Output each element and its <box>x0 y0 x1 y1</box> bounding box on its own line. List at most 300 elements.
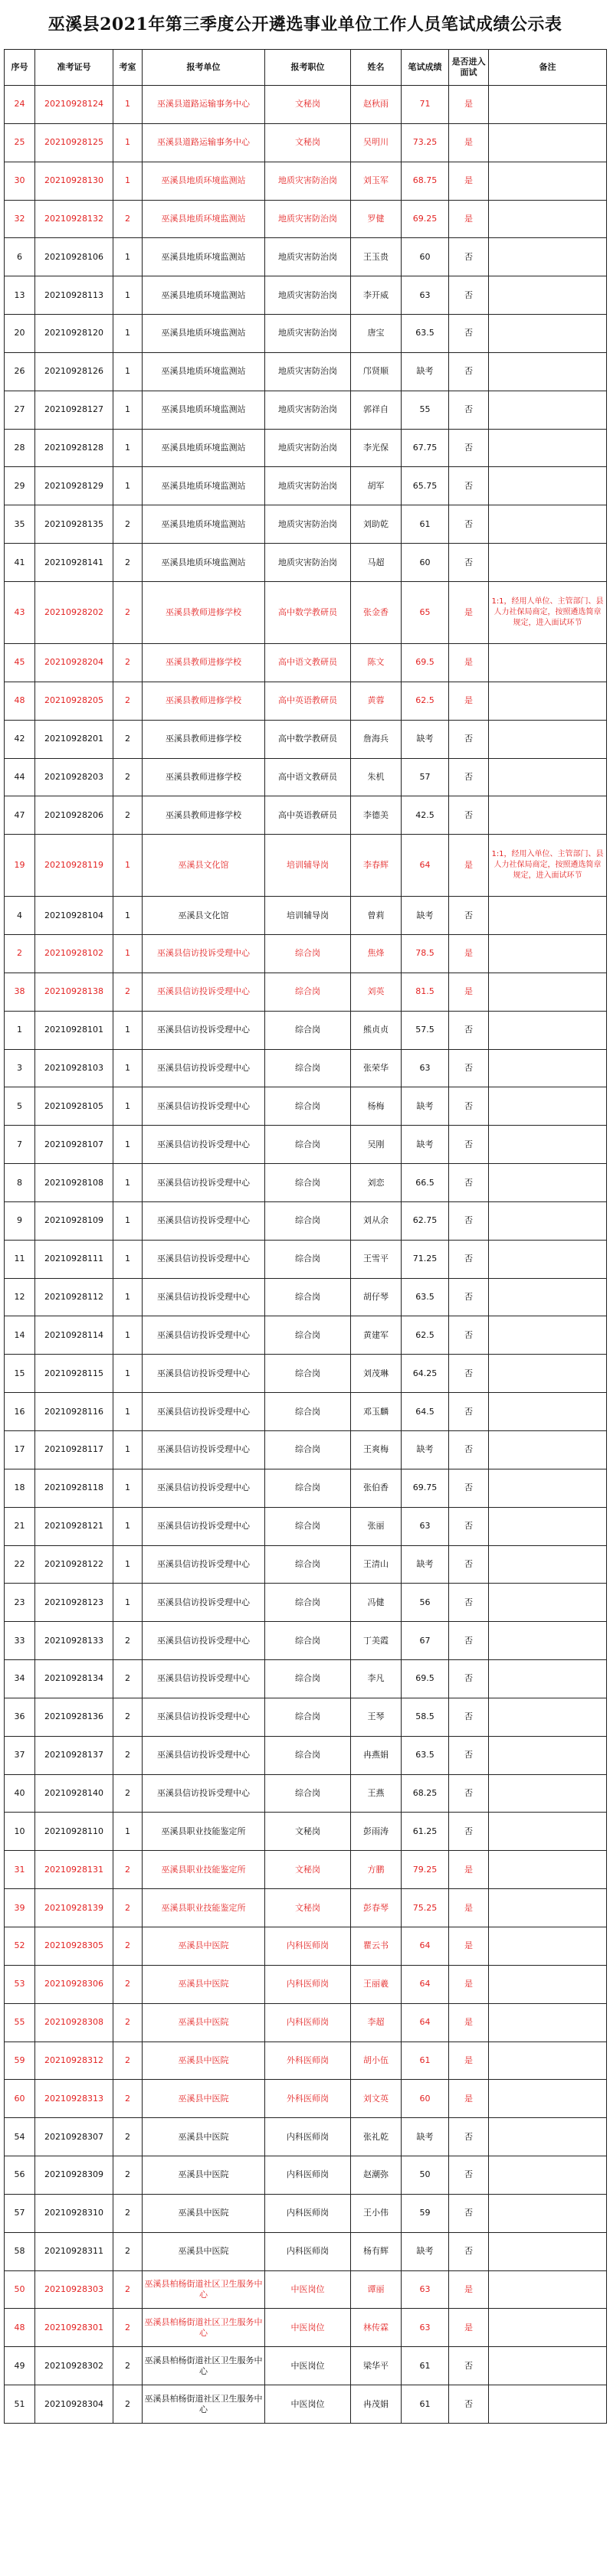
cell-room: 1 <box>113 897 143 935</box>
cell-score: 64 <box>402 835 449 897</box>
cell-seq: 53 <box>5 1965 35 2003</box>
cell-ticket-number: 20210928103 <box>35 1049 113 1087</box>
cell-post: 地质灾害防治岗 <box>265 352 351 391</box>
cell-unit: 巫溪县信访投诉受理中心 <box>143 1393 265 1431</box>
cell-unit: 巫溪县信访投诉受理中心 <box>143 1201 265 1240</box>
cell-note <box>489 935 607 973</box>
table-row <box>5 2003 607 2042</box>
cell-room: 2 <box>113 1851 143 1889</box>
cell-room: 1 <box>113 1240 143 1278</box>
cell-name: 王琴 <box>351 1698 402 1736</box>
cell-note <box>489 1889 607 1927</box>
cell-score: 缺考 <box>402 1126 449 1164</box>
cell-ticket-number: 20210928136 <box>35 1698 113 1736</box>
cell-post: 地质灾害防治岗 <box>265 200 351 238</box>
cell-seq: 41 <box>5 544 35 582</box>
cell-room: 1 <box>113 1087 143 1126</box>
table-row <box>5 1545 607 1584</box>
cell-ticket-number: 20210928127 <box>35 391 113 429</box>
cell-room: 1 <box>113 1584 143 1622</box>
cell-room: 2 <box>113 2194 143 2232</box>
cell-seq: 33 <box>5 1622 35 1660</box>
cell-unit: 巫溪县信访投诉受理中心 <box>143 1584 265 1622</box>
cell-seq: 49 <box>5 2347 35 2385</box>
cell-room: 1 <box>113 1011 143 1049</box>
cell-seq: 35 <box>5 505 35 544</box>
table-row <box>5 2385 607 2424</box>
cell-interview: 是 <box>449 2080 489 2118</box>
cell-name: 刘恋 <box>351 1164 402 1202</box>
cell-seq: 15 <box>5 1355 35 1393</box>
cell-seq: 42 <box>5 720 35 758</box>
table-row <box>5 2309 607 2347</box>
cell-ticket-number: 20210928205 <box>35 682 113 720</box>
cell-note <box>489 505 607 544</box>
cell-score: 69.5 <box>402 643 449 682</box>
cell-name: 李凡 <box>351 1660 402 1698</box>
cell-score: 63 <box>402 1049 449 1087</box>
cell-ticket-number: 20210928203 <box>35 758 113 796</box>
cell-interview: 否 <box>449 1469 489 1507</box>
cell-score: 62.5 <box>402 682 449 720</box>
cell-ticket-number: 20210928111 <box>35 1240 113 1278</box>
cell-score: 缺考 <box>402 2118 449 2156</box>
cell-post: 内科医师岗 <box>265 2156 351 2195</box>
cell-ticket-number: 20210928113 <box>35 276 113 315</box>
table-row <box>5 1049 607 1087</box>
cell-interview: 否 <box>449 391 489 429</box>
cell-unit: 巫溪县地质环境监测站 <box>143 429 265 467</box>
cell-interview: 是 <box>449 123 489 162</box>
cell-score: 63 <box>402 276 449 315</box>
cell-ticket-number: 20210928134 <box>35 1660 113 1698</box>
cell-note <box>489 352 607 391</box>
cell-room: 1 <box>113 315 143 353</box>
cell-score: 60 <box>402 2080 449 2118</box>
cell-score: 缺考 <box>402 720 449 758</box>
cell-ticket-number: 20210928122 <box>35 1545 113 1584</box>
cell-room: 1 <box>113 1049 143 1087</box>
cell-room: 2 <box>113 1774 143 1813</box>
cell-name: 李德美 <box>351 796 402 835</box>
cell-name: 曾莉 <box>351 897 402 935</box>
cell-unit: 巫溪县中医院 <box>143 2003 265 2042</box>
cell-interview: 否 <box>449 1087 489 1126</box>
cell-score: 71.25 <box>402 1240 449 1278</box>
table-body <box>5 86 607 2424</box>
column-header-unit: 报考单位 <box>143 50 265 86</box>
cell-room: 1 <box>113 1316 143 1355</box>
cell-post: 中医岗位 <box>265 2347 351 2385</box>
cell-name: 瞿云书 <box>351 1927 402 1965</box>
cell-interview: 否 <box>449 1355 489 1393</box>
cell-score: 64.25 <box>402 1355 449 1393</box>
cell-seq: 48 <box>5 2309 35 2347</box>
cell-note <box>489 2347 607 2385</box>
cell-score: 60 <box>402 544 449 582</box>
cell-room: 1 <box>113 1813 143 1851</box>
cell-note <box>489 2080 607 2118</box>
cell-interview: 是 <box>449 2309 489 2347</box>
cell-interview: 否 <box>449 720 489 758</box>
column-header-interview: 是否进入面试 <box>449 50 489 86</box>
cell-seq: 59 <box>5 2042 35 2080</box>
cell-seq: 2 <box>5 935 35 973</box>
table-row <box>5 467 607 505</box>
cell-note <box>489 1049 607 1087</box>
cell-post: 文秘岗 <box>265 1889 351 1927</box>
cell-unit: 巫溪县信访投诉受理中心 <box>143 1316 265 1355</box>
cell-unit: 巫溪县信访投诉受理中心 <box>143 1545 265 1584</box>
cell-unit: 巫溪县教师进修学校 <box>143 682 265 720</box>
cell-post: 综合岗 <box>265 1126 351 1164</box>
cell-post: 综合岗 <box>265 1355 351 1393</box>
table-row <box>5 544 607 582</box>
cell-ticket-number: 20210928109 <box>35 1201 113 1240</box>
cell-name: 赵潮弥 <box>351 2156 402 2195</box>
cell-note <box>489 1545 607 1584</box>
cell-room: 2 <box>113 973 143 1011</box>
cell-name: 冉茂娟 <box>351 2385 402 2424</box>
cell-post: 综合岗 <box>265 1431 351 1469</box>
cell-name: 丁美霞 <box>351 1622 402 1660</box>
table-row <box>5 796 607 835</box>
cell-unit: 巫溪县地质环境监测站 <box>143 505 265 544</box>
cell-room: 1 <box>113 1355 143 1393</box>
cell-interview: 否 <box>449 1660 489 1698</box>
cell-seq: 26 <box>5 352 35 391</box>
cell-name: 彭雨涛 <box>351 1813 402 1851</box>
cell-interview: 否 <box>449 2118 489 2156</box>
table-row <box>5 1240 607 1278</box>
cell-post: 内科医师岗 <box>265 2194 351 2232</box>
cell-note <box>489 1164 607 1202</box>
table-row <box>5 720 607 758</box>
cell-name: 冉燕娟 <box>351 1736 402 1774</box>
cell-seq: 60 <box>5 2080 35 2118</box>
table-row <box>5 1164 607 1202</box>
cell-note <box>489 238 607 276</box>
cell-note <box>489 1431 607 1469</box>
cell-interview: 否 <box>449 1393 489 1431</box>
cell-name: 王雪平 <box>351 1240 402 1278</box>
cell-name: 杨有辉 <box>351 2232 402 2270</box>
cell-score: 67.75 <box>402 429 449 467</box>
cell-score: 50 <box>402 2156 449 2195</box>
cell-unit: 巫溪县职业技能鉴定所 <box>143 1813 265 1851</box>
cell-ticket-number: 20210928130 <box>35 162 113 200</box>
cell-note <box>489 1774 607 1813</box>
cell-score: 62.75 <box>402 1201 449 1240</box>
cell-name: 朱机 <box>351 758 402 796</box>
cell-unit: 巫溪县中医院 <box>143 2156 265 2195</box>
cell-score: 73.25 <box>402 123 449 162</box>
cell-room: 1 <box>113 276 143 315</box>
cell-score: 缺考 <box>402 2232 449 2270</box>
cell-post: 培训辅导岗 <box>265 897 351 935</box>
cell-post: 高中英语教研员 <box>265 796 351 835</box>
cell-room: 2 <box>113 1698 143 1736</box>
cell-post: 综合岗 <box>265 1201 351 1240</box>
cell-score: 68.25 <box>402 1774 449 1813</box>
cell-room: 1 <box>113 467 143 505</box>
cell-interview: 否 <box>449 897 489 935</box>
table-row <box>5 935 607 973</box>
cell-post: 内科医师岗 <box>265 2232 351 2270</box>
cell-seq: 55 <box>5 2003 35 2042</box>
cell-unit: 巫溪县柏杨街道社区卫生服务中心 <box>143 2270 265 2309</box>
cell-seq: 29 <box>5 467 35 505</box>
cell-room: 2 <box>113 581 143 643</box>
cell-interview: 否 <box>449 1316 489 1355</box>
table-row <box>5 2118 607 2156</box>
cell-room: 1 <box>113 1126 143 1164</box>
cell-name: 王清山 <box>351 1545 402 1584</box>
table-row <box>5 1927 607 1965</box>
cell-interview: 否 <box>449 238 489 276</box>
column-header-ticket: 准考证号 <box>35 50 113 86</box>
cell-room: 1 <box>113 1431 143 1469</box>
cell-note <box>489 1813 607 1851</box>
column-header-note: 备注 <box>489 50 607 86</box>
cell-post: 内科医师岗 <box>265 2118 351 2156</box>
cell-name: 焦烽 <box>351 935 402 973</box>
cell-score: 58.5 <box>402 1698 449 1736</box>
cell-name: 马超 <box>351 544 402 582</box>
cell-unit: 巫溪县地质环境监测站 <box>143 276 265 315</box>
cell-interview: 否 <box>449 2347 489 2385</box>
cell-interview: 否 <box>449 796 489 835</box>
cell-seq: 47 <box>5 796 35 835</box>
cell-note <box>489 897 607 935</box>
cell-name: 王丽羲 <box>351 1965 402 2003</box>
cell-unit: 巫溪县信访投诉受理中心 <box>143 1469 265 1507</box>
cell-post: 中医岗位 <box>265 2309 351 2347</box>
cell-score: 63 <box>402 1507 449 1545</box>
cell-score: 56 <box>402 1584 449 1622</box>
cell-ticket-number: 20210928141 <box>35 544 113 582</box>
cell-post: 综合岗 <box>265 1087 351 1126</box>
cell-name: 张荣华 <box>351 1049 402 1087</box>
cell-ticket-number: 20210928102 <box>35 935 113 973</box>
cell-seq: 21 <box>5 1507 35 1545</box>
cell-name: 刘茂琳 <box>351 1355 402 1393</box>
cell-seq: 54 <box>5 2118 35 2156</box>
cell-score: 69.75 <box>402 1469 449 1507</box>
cell-seq: 23 <box>5 1584 35 1622</box>
cell-ticket-number: 20210928305 <box>35 1927 113 1965</box>
cell-ticket-number: 20210928132 <box>35 200 113 238</box>
cell-note <box>489 1660 607 1698</box>
cell-name: 黄建军 <box>351 1316 402 1355</box>
cell-unit: 巫溪县地质环境监测站 <box>143 162 265 200</box>
table-row <box>5 1736 607 1774</box>
cell-ticket-number: 20210928110 <box>35 1813 113 1851</box>
cell-note <box>489 720 607 758</box>
table-row <box>5 162 607 200</box>
cell-seq: 36 <box>5 1698 35 1736</box>
cell-ticket-number: 20210928313 <box>35 2080 113 2118</box>
cell-ticket-number: 20210928133 <box>35 1622 113 1660</box>
cell-post: 综合岗 <box>265 1049 351 1087</box>
cell-room: 2 <box>113 643 143 682</box>
cell-note <box>489 1011 607 1049</box>
cell-room: 2 <box>113 1889 143 1927</box>
cell-note <box>489 1087 607 1126</box>
table-row <box>5 1660 607 1698</box>
cell-interview: 否 <box>449 2385 489 2424</box>
cell-interview: 是 <box>449 1965 489 2003</box>
cell-room: 2 <box>113 505 143 544</box>
cell-room: 1 <box>113 1164 143 1202</box>
cell-name: 邓玉麟 <box>351 1393 402 1431</box>
cell-ticket-number: 20210928124 <box>35 86 113 124</box>
cell-name: 谭丽 <box>351 2270 402 2309</box>
cell-interview: 是 <box>449 2270 489 2309</box>
table-row <box>5 1813 607 1851</box>
cell-name: 罗健 <box>351 200 402 238</box>
cell-ticket-number: 20210928202 <box>35 581 113 643</box>
cell-seq: 9 <box>5 1201 35 1240</box>
cell-interview: 是 <box>449 973 489 1011</box>
cell-unit: 巫溪县信访投诉受理中心 <box>143 1698 265 1736</box>
cell-unit: 巫溪县中医院 <box>143 2194 265 2232</box>
cell-post: 内科医师岗 <box>265 1927 351 1965</box>
cell-post: 中医岗位 <box>265 2270 351 2309</box>
score-table <box>4 49 607 2424</box>
cell-seq: 19 <box>5 835 35 897</box>
cell-name: 刘英 <box>351 973 402 1011</box>
table-row <box>5 2042 607 2080</box>
cell-interview: 否 <box>449 1164 489 1202</box>
table-row <box>5 315 607 353</box>
cell-name: 刘玉军 <box>351 162 402 200</box>
cell-name: 张金香 <box>351 581 402 643</box>
cell-post: 地质灾害防治岗 <box>265 467 351 505</box>
cell-unit: 巫溪县柏杨街道社区卫生服务中心 <box>143 2347 265 2385</box>
cell-unit: 巫溪县教师进修学校 <box>143 581 265 643</box>
cell-post: 综合岗 <box>265 1164 351 1202</box>
cell-unit: 巫溪县信访投诉受理中心 <box>143 1431 265 1469</box>
cell-interview: 是 <box>449 2042 489 2080</box>
cell-score: 65.75 <box>402 467 449 505</box>
cell-name: 李开威 <box>351 276 402 315</box>
cell-unit: 巫溪县教师进修学校 <box>143 796 265 835</box>
cell-post: 高中数学教研员 <box>265 581 351 643</box>
cell-score: 64 <box>402 2003 449 2042</box>
cell-post: 高中数学教研员 <box>265 720 351 758</box>
table-row <box>5 2232 607 2270</box>
cell-ticket-number: 20210928309 <box>35 2156 113 2195</box>
table-row <box>5 1469 607 1507</box>
cell-name: 冯健 <box>351 1584 402 1622</box>
cell-seq: 37 <box>5 1736 35 1774</box>
cell-interview: 否 <box>449 1507 489 1545</box>
table-row <box>5 429 607 467</box>
cell-ticket-number: 20210928116 <box>35 1393 113 1431</box>
cell-unit: 巫溪县地质环境监测站 <box>143 238 265 276</box>
cell-score: 62.5 <box>402 1316 449 1355</box>
cell-post: 文秘岗 <box>265 123 351 162</box>
cell-seq: 58 <box>5 2232 35 2270</box>
cell-interview: 否 <box>449 1201 489 1240</box>
cell-name: 林传霖 <box>351 2309 402 2347</box>
cell-unit: 巫溪县信访投诉受理中心 <box>143 1736 265 1774</box>
cell-interview: 否 <box>449 758 489 796</box>
cell-ticket-number: 20210928108 <box>35 1164 113 1202</box>
cell-name: 熊贞贞 <box>351 1011 402 1049</box>
cell-ticket-number: 20210928119 <box>35 835 113 897</box>
cell-ticket-number: 20210928123 <box>35 1584 113 1622</box>
cell-ticket-number: 20210928120 <box>35 315 113 353</box>
cell-room: 2 <box>113 720 143 758</box>
cell-post: 综合岗 <box>265 1316 351 1355</box>
cell-note <box>489 2156 607 2195</box>
cell-score: 缺考 <box>402 897 449 935</box>
cell-unit: 巫溪县地质环境监测站 <box>143 315 265 353</box>
cell-ticket-number: 20210928311 <box>35 2232 113 2270</box>
cell-name: 李超 <box>351 2003 402 2042</box>
cell-note <box>489 1965 607 2003</box>
cell-seq: 32 <box>5 200 35 238</box>
cell-ticket-number: 20210928126 <box>35 352 113 391</box>
cell-room: 2 <box>113 1927 143 1965</box>
cell-post: 综合岗 <box>265 1469 351 1507</box>
cell-seq: 39 <box>5 1889 35 1927</box>
cell-room: 2 <box>113 2270 143 2309</box>
cell-ticket-number: 20210928306 <box>35 1965 113 2003</box>
cell-unit: 巫溪县信访投诉受理中心 <box>143 973 265 1011</box>
cell-post: 综合岗 <box>265 1736 351 1774</box>
cell-score: 缺考 <box>402 1431 449 1469</box>
table-row <box>5 758 607 796</box>
cell-name: 胡仔琴 <box>351 1278 402 1316</box>
cell-note <box>489 1355 607 1393</box>
cell-interview: 是 <box>449 1851 489 1889</box>
cell-note <box>489 2194 607 2232</box>
cell-name: 杨梅 <box>351 1087 402 1126</box>
table-row <box>5 2080 607 2118</box>
cell-note <box>489 2118 607 2156</box>
cell-score: 57.5 <box>402 1011 449 1049</box>
cell-name: 王爽梅 <box>351 1431 402 1469</box>
cell-score: 61 <box>402 2042 449 2080</box>
cell-note <box>489 2270 607 2309</box>
table-row <box>5 238 607 276</box>
cell-note <box>489 467 607 505</box>
cell-seq: 31 <box>5 1851 35 1889</box>
cell-post: 高中语文教研员 <box>265 643 351 682</box>
cell-unit: 巫溪县地质环境监测站 <box>143 352 265 391</box>
cell-seq: 30 <box>5 162 35 200</box>
cell-post: 外科医师岗 <box>265 2080 351 2118</box>
cell-unit: 巫溪县信访投诉受理中心 <box>143 1622 265 1660</box>
cell-ticket-number: 20210928303 <box>35 2270 113 2309</box>
cell-post: 综合岗 <box>265 1774 351 1813</box>
cell-room: 1 <box>113 935 143 973</box>
cell-seq: 16 <box>5 1393 35 1431</box>
cell-score: 59 <box>402 2194 449 2232</box>
cell-ticket-number: 20210928107 <box>35 1126 113 1164</box>
cell-post: 综合岗 <box>265 1011 351 1049</box>
table-row <box>5 682 607 720</box>
table-row <box>5 1011 607 1049</box>
cell-seq: 56 <box>5 2156 35 2195</box>
cell-name: 唐宝 <box>351 315 402 353</box>
table-row <box>5 1584 607 1622</box>
cell-room: 2 <box>113 1660 143 1698</box>
table-row <box>5 1355 607 1393</box>
